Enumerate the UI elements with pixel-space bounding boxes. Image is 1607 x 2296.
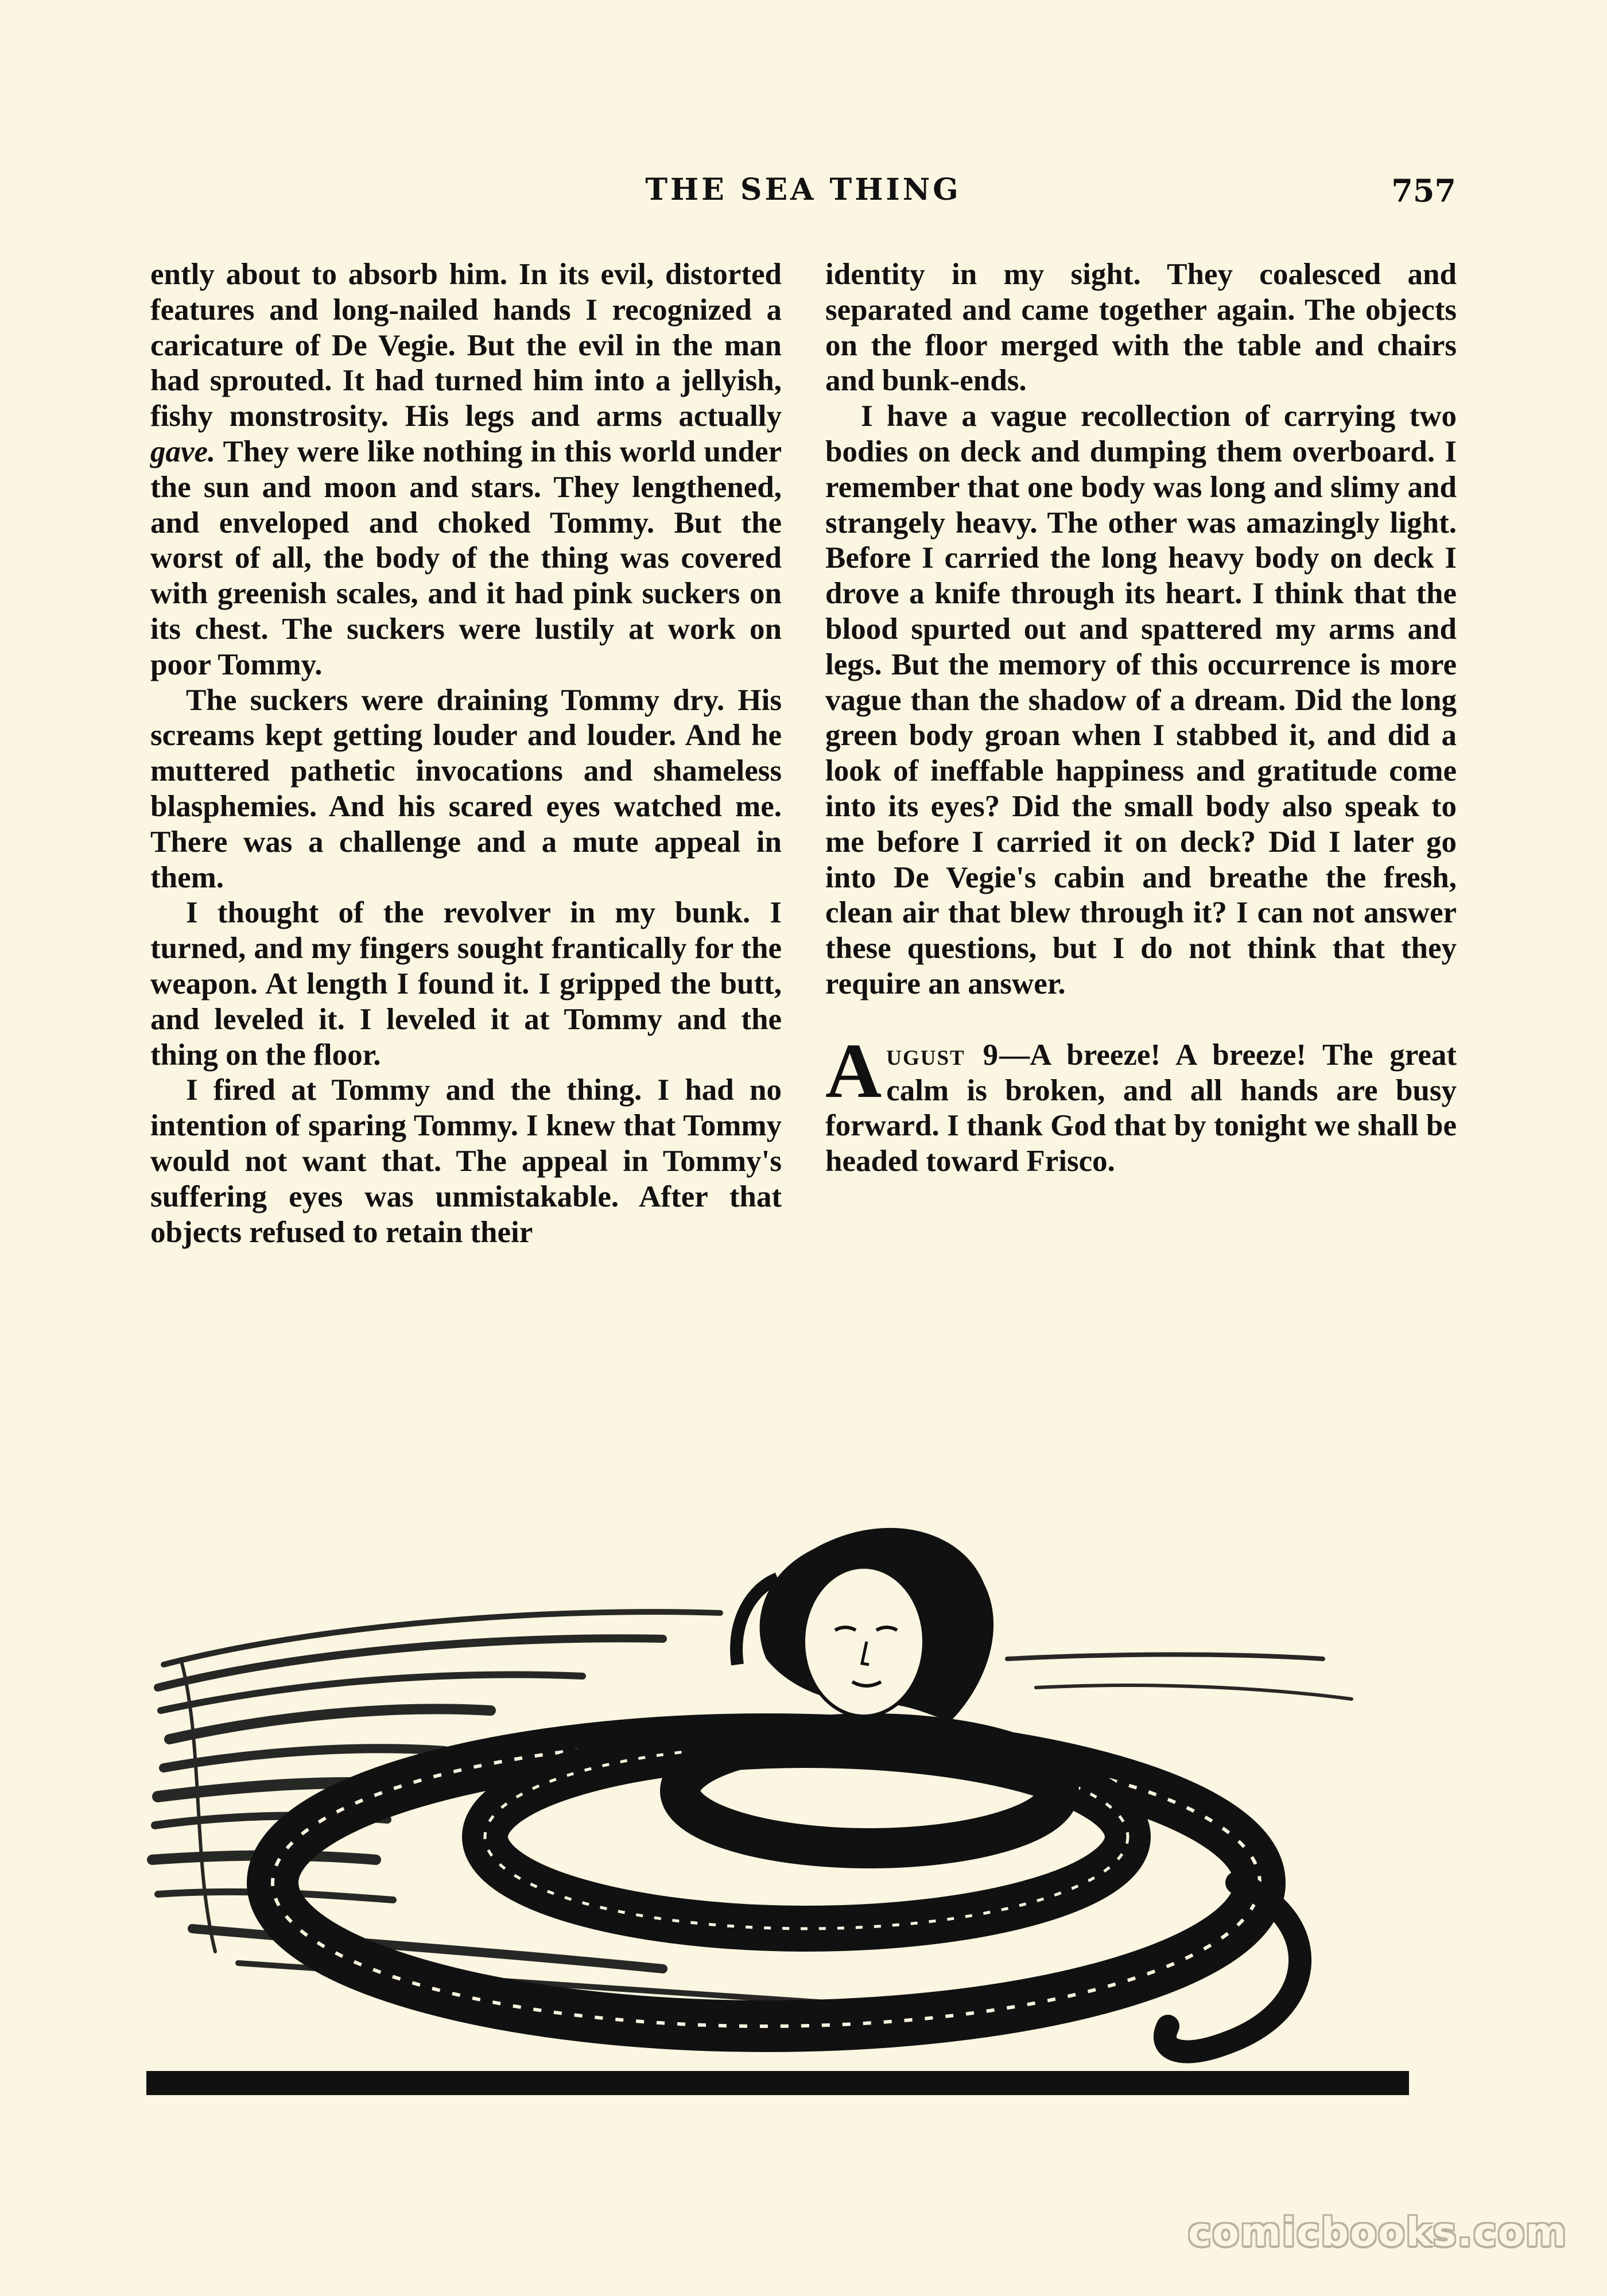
entry-text: —A breeze! A breeze! The great calm is broken, and all hands are busy forward. I thank God that by tonight we shall be headed toward Frisco. [825,1038,1457,1178]
entry-date: ugust 9 [886,1038,1000,1072]
paragraph: I thought of the revolver in my bunk. I turned, and my fingers sought frantically for the weapon. At length I found it. I gripped the butt, and leveled it. I leveled it at Tommy and the thing on the floor. [150,896,782,1072]
running-head [150,172,1456,212]
italic-word: gave. [150,435,216,468]
drop-cap: A [825,1027,882,1114]
paragraph: identity in my sight. They coalesced and separated and came together again. The objects on the floor merged with the table and chairs and bunk-ends. [825,258,1457,398]
diary-entry-august-9 [825,1027,1457,1180]
page-number: 757 [1391,172,1456,209]
right-column [825,257,1457,1180]
paragraph: I have a vague recollection of carrying two bodies on deck and dumping them overboard. I remember that one body was long and slimy and strangely heavy. The other was amazingly light. Before I carried the long heavy body on deck I drove a knife through its heart. I think that the blood spurted out and spattered my arms and legs. But the memory of this occurrence is more vague than the shadow of a dream. Did the long green body groan when I stabbed it, and did a look of ineffable happiness and gratitude come into its eyes? Did the small body also speak to me before I carried it on deck? Did I later go into De Vegie's cabin and breathe the fresh, clean air that blew through it? I can not answer these questions, but I do not think that they require an answer. [825,400,1457,1000]
paragraph: The suckers were draining Tommy dry. His screams kept getting louder and louder. And he muttered pathetic invocations and shameless blasphemies. And his scared eyes watched me. There was a challenge and a mute appeal in them. [150,683,782,894]
serpent-woman-illustration [146,1515,1472,2095]
paragraph: ently about to absorb him. In its evil, distorted features and long-nailed hands I recognized a caricature of De Vegie. But the evil in the man had sprouted. It had turned him into a jellyish, fishy monstrosity. His legs and arms actually gave. They were like nothing in this world under the sun and moon and stars. They lengthened, and enveloped and choked Tommy. But the worst of all, the body of the thing was covered with greenish scales, and it had pink suckers on its chest. The suckers were lustily at work on poor Tommy. [150,258,782,681]
paragraph: I fired at Tommy and the thing. I had no intention of sparing Tommy. I knew that Tommy would not want that. The appeal in Tommy's suffering eyes was unmistakable. After that objects refused to retain their [150,1073,782,1249]
watermark: comicbooks.com [1188,2210,1568,2255]
left-column [150,257,782,1250]
story-title: THE SEA THING [645,172,961,207]
